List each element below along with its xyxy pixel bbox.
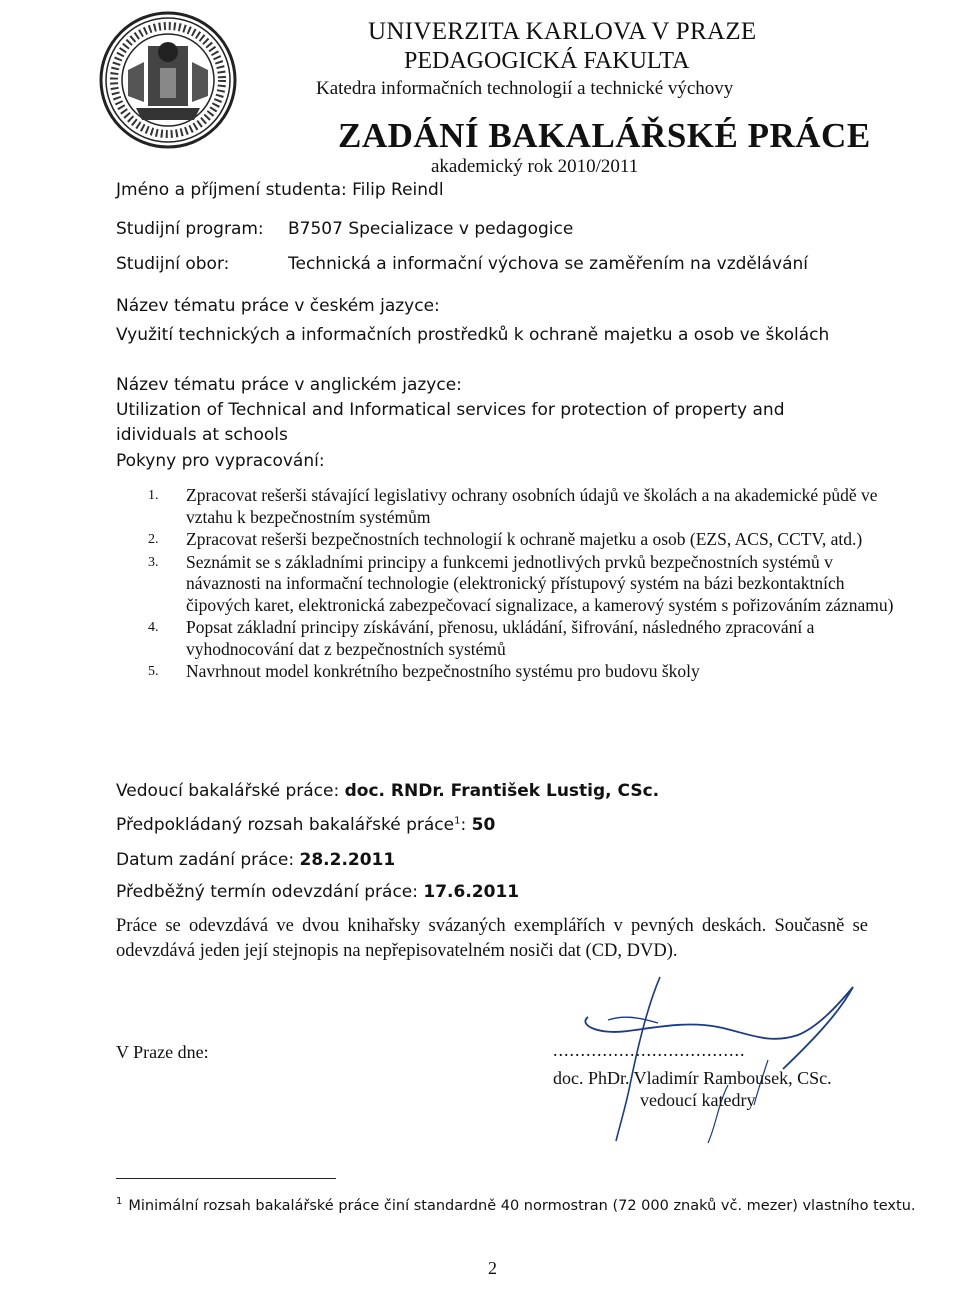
scope-suffix: : (460, 815, 467, 835)
task-number: 3. (148, 554, 159, 570)
task-number: 1. (148, 488, 159, 503)
topic-en-value-line1: Utilization of Technical and Informatical services for protection of property and (116, 400, 785, 420)
list-item (148, 529, 906, 551)
study-program-value: B7507 Specializace v pedagogice (288, 219, 574, 239)
scope-value: 50 (471, 815, 496, 835)
footnote-divider (116, 1178, 336, 1179)
university-seal-icon (98, 10, 238, 150)
submission-instructions: Práce se odevzdává ve dvou knihařsky svázaných exemplářích v pevných deskách. Současně se odevzdává jeden její stejnopis na nepřepisovatelném nosiči dat (CD, DVD). (116, 916, 868, 961)
assigned-date-value: 28.2.2011 (299, 850, 396, 870)
list-item (148, 485, 906, 528)
supervisor-value: doc. RNDr. František Lustig, CSc. (344, 781, 660, 801)
student-name-label: Jméno a příjmení studenta: (116, 180, 347, 200)
topic-cz-value: Využití technických a informačních prostředků k ochraně majetku a osob ve školách (116, 325, 830, 345)
signature-line: ................................... (553, 1040, 746, 1060)
signatory-role: vedoucí katedry (640, 1090, 756, 1110)
handwritten-signature-icon (568, 965, 868, 1145)
list-item (148, 661, 906, 683)
deadline-row (116, 882, 519, 902)
academic-year: akademický rok 2010/2011 (431, 156, 639, 177)
task-text: Zpracovat rešerši stávající legislativy ochrany osobních údajů ve školách a na akademické půdě ve vztahu k bezpečnostním systémům (186, 485, 878, 527)
task-number: 2. (148, 532, 159, 547)
signatory-name: doc. PhDr. Vladimír Rambousek, CSc. (553, 1068, 832, 1088)
study-program-label: Studijní program: (116, 219, 264, 239)
task-number: 5. (148, 664, 159, 679)
footnote-mark: 1 (116, 1196, 123, 1207)
footnote-text: Minimální rozsah bakalářské práce činí standardně 40 normostran (72 000 znaků vč. mezer) vlastního textu. (128, 1197, 916, 1214)
list-item (148, 551, 906, 617)
instructions-label: Pokyny pro vypracování: (116, 451, 325, 471)
student-name-value: Filip Reindl (352, 180, 444, 200)
place-date-label: V Praze dne: (116, 1042, 209, 1062)
task-text: Navrhnout model konkrétního bezpečnostního systému pro budovu školy (186, 661, 700, 681)
student-name-row (116, 180, 444, 200)
topic-en-value-line2: idividuals at schools (116, 425, 288, 445)
topic-en-label: Název tématu práce v anglickém jazyce: (116, 375, 462, 395)
study-field-value: Technická a informační výchova se zaměřením na vzdělávání (288, 254, 808, 274)
deadline-value: 17.6.2011 (423, 882, 520, 902)
supervisor-row (116, 781, 659, 801)
task-text: Zpracovat rešerši bezpečnostních technologií k ochraně majetku a osob (EZS, ACS, CCTV, atd.) (186, 529, 863, 549)
assigned-date-label: Datum zadání práce: (116, 850, 295, 870)
department-name: Katedra informačních technologií a technické výchovy (316, 78, 734, 99)
university-name: UNIVERZITA KARLOVA V PRAZE (368, 18, 757, 45)
topic-cz-label: Název tématu práce v českém jazyce: (116, 296, 440, 316)
footnote-reference: 1 (454, 815, 461, 827)
task-list (138, 485, 906, 684)
document-title: ZADÁNÍ BAKALÁŘSKÉ PRÁCE (338, 116, 871, 155)
task-text: Seznámit se s základními principy a funkcemi jednotlivých prvků bezpečnostních systémů v návaznosti na informační technologie (elektronický přístupový systém na bázi bezkontaktních čipových karet, elektronická zabezpečovací signalizace, a kamerový systém s pořizováním záznamu) (186, 551, 894, 615)
scope-row (116, 815, 495, 835)
list-item (148, 617, 906, 660)
task-number: 4. (148, 620, 159, 635)
deadline-label: Předběžný termín odevzdání práce: (116, 882, 418, 902)
supervisor-label: Vedoucí bakalářské práce: (116, 781, 340, 801)
scope-label: Předpokládaný rozsah bakalářské práce (116, 815, 455, 835)
footnote (116, 1196, 916, 1214)
task-text: Popsat základní principy získávání, přenosu, ukládání, šifrování, následného zpracování a vyhodnocování dat z bezpečnostních systémů (186, 617, 815, 659)
assigned-date-row (116, 850, 395, 870)
study-field-label: Studijní obor: (116, 254, 230, 274)
page-number: 2 (488, 1258, 497, 1278)
faculty-name: PEDAGOGICKÁ FAKULTA (404, 48, 690, 74)
